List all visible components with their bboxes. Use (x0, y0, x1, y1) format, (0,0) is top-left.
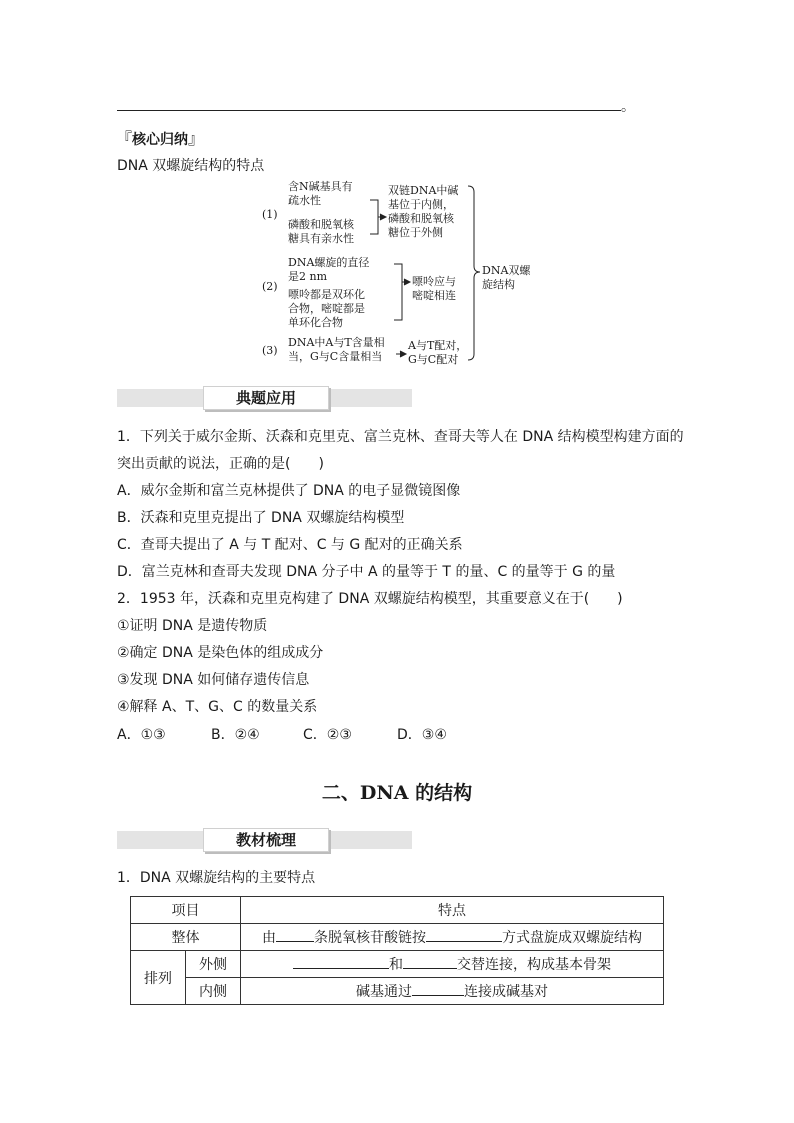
diagram-g1a-line1: 含N碱基具有 (288, 180, 353, 193)
q2-statement-3: ③发现 DNA 如何储存遗传信息 (117, 672, 310, 688)
diagram-num-2: (2) (262, 280, 278, 293)
diagram-r1-line2: 基位于内侧， (388, 198, 454, 211)
diagram-g3-line1: DNA中A与T含量相 (288, 336, 385, 349)
table-row (131, 924, 664, 951)
q2-option-a: A．①③ (117, 727, 166, 743)
blank-outer-2[interactable] (403, 954, 457, 969)
table-row (131, 951, 664, 978)
inner-text-2: 连接成碱基对 (464, 984, 548, 1000)
q2-options (117, 725, 447, 745)
diagram-g2-line3: 嘌呤都是双环化 (288, 288, 365, 301)
blank-outer-1[interactable] (293, 954, 389, 969)
diagram-g2-line5: 单环化合物 (288, 316, 343, 329)
diagram-r1-line4: 糖位于外侧 (388, 226, 443, 239)
diagram-r3-line2: G与C配对 (408, 353, 459, 366)
q1-option-c: C．查哥夫提出了 A 与 T 配对、C 与 G 配对的正确关系 (117, 537, 463, 553)
banner-textbook-review (117, 831, 412, 849)
diagram-final-line2: 旋结构 (482, 278, 515, 291)
diagram-g2-line2: 是2 nm (288, 270, 328, 283)
row-outer-feature (241, 951, 664, 978)
inner-text-1: 碱基通过 (356, 984, 412, 1000)
dna-structure-diagram (262, 178, 552, 368)
row-whole-feature (241, 924, 664, 951)
q2-option-c: C．②③ (303, 727, 352, 743)
diagram-r1-line1: 双链DNA中碱 (388, 184, 459, 197)
blank-arrangement[interactable] (426, 927, 502, 942)
diagram-g1b-line2: 糖具有亲水性 (288, 232, 354, 245)
q1-option-b: B．沃森和克里克提出了 DNA 双螺旋结构模型 (117, 510, 405, 526)
bracket-open: 『 (116, 129, 133, 148)
whole-text-1: 由 (262, 930, 276, 946)
table-row (131, 897, 664, 924)
header-item: 项目 (131, 897, 241, 924)
header-feature: 特点 (241, 897, 664, 924)
diagram-num-3: (3) (262, 344, 278, 357)
diagram-r2-line1: 嘌呤应与 (412, 275, 456, 288)
q2-statement-4: ④解释 A、T、G、C 的数量关系 (117, 699, 318, 715)
q1-option-a: A．威尔金斯和富兰克林提供了 DNA 的电子显微镜图像 (117, 483, 461, 499)
diagram-num-1: (1) (262, 208, 278, 221)
q1-option-d: D．富兰克林和查哥夫发现 DNA 分子中 A 的量等于 T 的量、C 的量等于 G 的量 (117, 564, 616, 580)
core-summary-subtitle: DNA 双螺旋结构的特点 (117, 158, 265, 174)
row-inner-label: 内侧 (186, 978, 241, 1005)
core-summary-title: 核心归纳 (132, 132, 189, 148)
q1-stem-line1: 1．下列关于威尔金斯、沃森和克里克、富兰克林、查哥夫等人在 DNA 结构模型构建方面的 (117, 429, 684, 445)
q1-stem-line2: 突出贡献的说法，正确的是( ) (117, 456, 324, 472)
row-arrange-label: 排列 (131, 951, 186, 1005)
whole-text-2: 条脱氧核苷酸链按 (314, 930, 426, 946)
diagram-r2-line2: 嘧啶相连 (412, 289, 456, 302)
outer-text-2: 交替连接，构成基本骨架 (457, 957, 611, 973)
diagram-g2-line4: 合物，嘧啶都是 (288, 302, 365, 315)
q2-statement-2: ②确定 DNA 是染色体的组成成分 (117, 645, 324, 661)
row-outer-label: 外侧 (186, 951, 241, 978)
q2-statement-1: ①证明 DNA 是遗传物质 (117, 618, 268, 634)
diagram-g2-line1: DNA螺旋的直径 (288, 256, 370, 269)
diagram-final-line1: DNA双螺 (482, 264, 531, 277)
q2-stem: 2．1953 年，沃森和克里克构建了 DNA 双螺旋结构模型，其重要意义在于( ) (117, 591, 623, 607)
dna-feature-table (130, 896, 664, 1005)
diagram-r1-line3: 磷酸和脱氧核 (388, 212, 454, 225)
diagram-g3-line2: 当，G与C含量相当 (288, 350, 383, 363)
outer-text-1: 和 (389, 957, 403, 973)
q2-option-d: D．③④ (397, 727, 447, 743)
banner-label: 典题应用 (203, 386, 329, 410)
row-inner-feature (241, 978, 664, 1005)
table-row (131, 978, 664, 1005)
whole-text-3: 方式盘旋成双螺旋结构 (502, 930, 642, 946)
diagram-g1b-line1: 磷酸和脱氧核 (288, 218, 354, 231)
period: 。 (621, 99, 635, 115)
blank-chain-count[interactable] (276, 927, 314, 942)
table-intro: 1．DNA 双螺旋结构的主要特点 (117, 870, 316, 886)
diagram-r3-line1: A与T配对， (408, 339, 468, 352)
section-title: 二、DNA 的结构 (321, 782, 473, 804)
row-whole-label: 整体 (131, 924, 241, 951)
diagram-g1a-line2: 疏水性 (288, 194, 321, 207)
banner-label: 教材梳理 (203, 828, 329, 852)
q2-option-b: B．②④ (211, 727, 260, 743)
bracket-close: 』 (188, 129, 205, 148)
blank-inner[interactable] (412, 981, 464, 996)
core-summary-heading (116, 126, 204, 149)
answer-blank-line (117, 110, 621, 111)
banner-typical-application (117, 389, 412, 407)
